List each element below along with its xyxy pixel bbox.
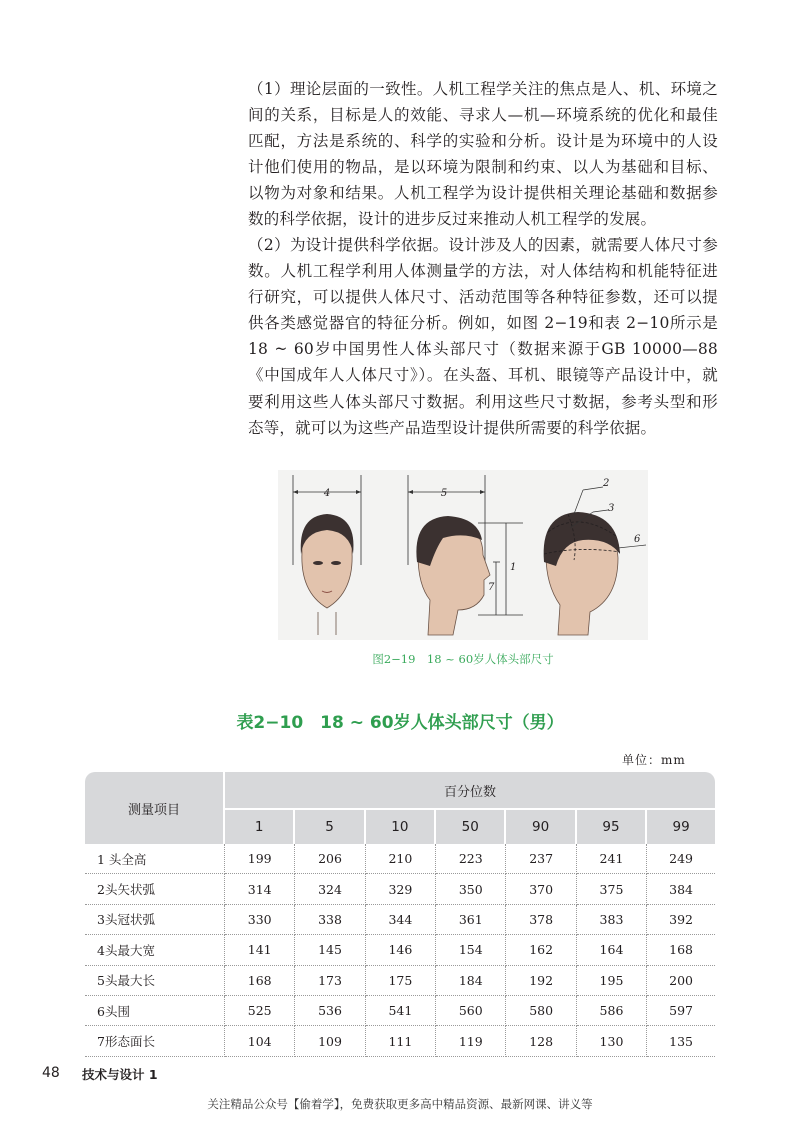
head-dimension-table — [85, 772, 715, 1057]
table-cell: 130 — [577, 1026, 647, 1056]
table-row — [85, 996, 715, 1026]
header-percentile-group: 百分位数 — [225, 772, 715, 810]
header-percentile: 1 — [225, 810, 295, 844]
table-cell: 192 — [506, 966, 576, 996]
figure-caption: 图2−19 18 ~ 60岁人体头部尺寸 — [372, 652, 554, 666]
label-4: 4 — [323, 488, 331, 499]
table-cell: 223 — [436, 844, 506, 874]
table-title: 表2−10 18 ~ 60岁人体头部尺寸（男） — [236, 713, 564, 733]
label-7: 7 — [488, 582, 495, 593]
table-cell: 168 — [225, 966, 295, 996]
table-cell: 541 — [366, 996, 436, 1026]
label-3: 3 — [608, 503, 615, 514]
table-cell: 314 — [225, 874, 295, 904]
table-cell: 586 — [577, 996, 647, 1026]
label-6: 6 — [634, 534, 641, 545]
table-cell: 384 — [647, 874, 715, 904]
table-cell: 536 — [295, 996, 365, 1026]
table-cell: 241 — [577, 844, 647, 874]
table-cell: 200 — [647, 966, 715, 996]
table-cell: 119 — [436, 1026, 506, 1056]
table-cell: 141 — [225, 935, 295, 965]
table-cell: 525 — [225, 996, 295, 1026]
table-cell: 344 — [366, 905, 436, 935]
row-label: 6头围 — [85, 996, 225, 1026]
table-unit: 单位：mm — [622, 753, 686, 767]
watermark-notice: 关注精品公众号【偷着学】，免费获取更多高中精品资源、最新网课、讲义等 — [207, 1097, 593, 1111]
table-cell: 350 — [436, 874, 506, 904]
table-row — [85, 905, 715, 935]
header-percentile: 50 — [436, 810, 506, 844]
table-row — [85, 874, 715, 904]
table-row — [85, 935, 715, 965]
table-cell: 168 — [647, 935, 715, 965]
head-dimension-figure — [278, 470, 648, 640]
header-percentile: 99 — [647, 810, 715, 844]
table-cell: 199 — [225, 844, 295, 874]
header-percentile: 90 — [506, 810, 576, 844]
table-cell: 330 — [225, 905, 295, 935]
table-cell: 145 — [295, 935, 365, 965]
table-cell: 154 — [436, 935, 506, 965]
body-paragraph-2: （2）为设计提供科学依据。设计涉及人的因素，就需要人体尺寸参数。人机工程学利用人体测量学的方法，对人体结构和机能特征进行研究，可以提供人体尺寸、活动范围等各种特征参数，还可以提供各类感觉器官的特征分析。例如，如图 2−19和表 2−10所示是18 ~ 60岁中国男性人体头部尺寸（数据来源于GB 10000—88《中国成年人人体尺寸》）。在头盔、耳机、眼镜等产品设计中，就要利用这些人体头部尺寸数据。利用这些尺寸数据，参考头型和形态等，就可以为这些产品造型设计提供所需要的科学依据。 — [248, 236, 718, 437]
table-cell: 206 — [295, 844, 365, 874]
table-cell: 597 — [647, 996, 715, 1026]
body-paragraph-1: （1）理论层面的一致性。人机工程学关注的焦点是人、机、环境之间的关系，目标是人的效能、寻求人—机—环境系统的优化和最佳匹配，方法是系统的、科学的实验和分析。设计是为环境中的人设计他们使用的物品，是以环境为限制和约束、以人为基础和目标、以物为对象和结果。人机工程学为设计提供相关理论基础和数据参数的科学依据，设计的进步反过来推动人机工程学的发展。 — [248, 80, 718, 229]
table-cell: 361 — [436, 905, 506, 935]
table-cell: 164 — [577, 935, 647, 965]
row-label: 3头冠状弧 — [85, 905, 225, 935]
label-2: 2 — [603, 478, 610, 489]
label-1: 1 — [510, 562, 517, 573]
table-cell: 111 — [366, 1026, 436, 1056]
table-cell: 560 — [436, 996, 506, 1026]
header-percentile: 95 — [577, 810, 647, 844]
table-cell: 195 — [577, 966, 647, 996]
table-row — [85, 844, 715, 874]
table-cell: 175 — [366, 966, 436, 996]
table-cell: 392 — [647, 905, 715, 935]
table-cell: 370 — [506, 874, 576, 904]
table-cell: 329 — [366, 874, 436, 904]
row-label: 1 头全高 — [85, 844, 225, 874]
table-cell: 580 — [506, 996, 576, 1026]
table-cell: 210 — [366, 844, 436, 874]
table-cell: 184 — [436, 966, 506, 996]
table-cell: 146 — [366, 935, 436, 965]
header-measurement-item: 测量项目 — [85, 772, 225, 844]
table-cell: 135 — [647, 1026, 715, 1056]
table-row — [85, 1026, 715, 1056]
row-label: 5头最大长 — [85, 966, 225, 996]
table-body — [85, 844, 715, 1057]
header-percentile: 5 — [295, 810, 365, 844]
table-row — [85, 966, 715, 996]
table-cell: 104 — [225, 1026, 295, 1056]
table-cell: 249 — [647, 844, 715, 874]
table-cell: 237 — [506, 844, 576, 874]
book-title: 技术与设计 1 — [82, 1067, 158, 1082]
row-label: 4头最大宽 — [85, 935, 225, 965]
row-label: 7形态面长 — [85, 1026, 225, 1056]
table-cell: 338 — [295, 905, 365, 935]
table-cell: 375 — [577, 874, 647, 904]
table-cell: 173 — [295, 966, 365, 996]
table-cell: 128 — [506, 1026, 576, 1056]
table-cell: 162 — [506, 935, 576, 965]
table-cell: 378 — [506, 905, 576, 935]
table-cell: 383 — [577, 905, 647, 935]
label-5: 5 — [440, 488, 448, 499]
table-cell: 109 — [295, 1026, 365, 1056]
page-number: 48 — [42, 1065, 60, 1081]
row-label: 2头矢状弧 — [85, 874, 225, 904]
table-cell: 324 — [295, 874, 365, 904]
header-percentile: 10 — [366, 810, 436, 844]
